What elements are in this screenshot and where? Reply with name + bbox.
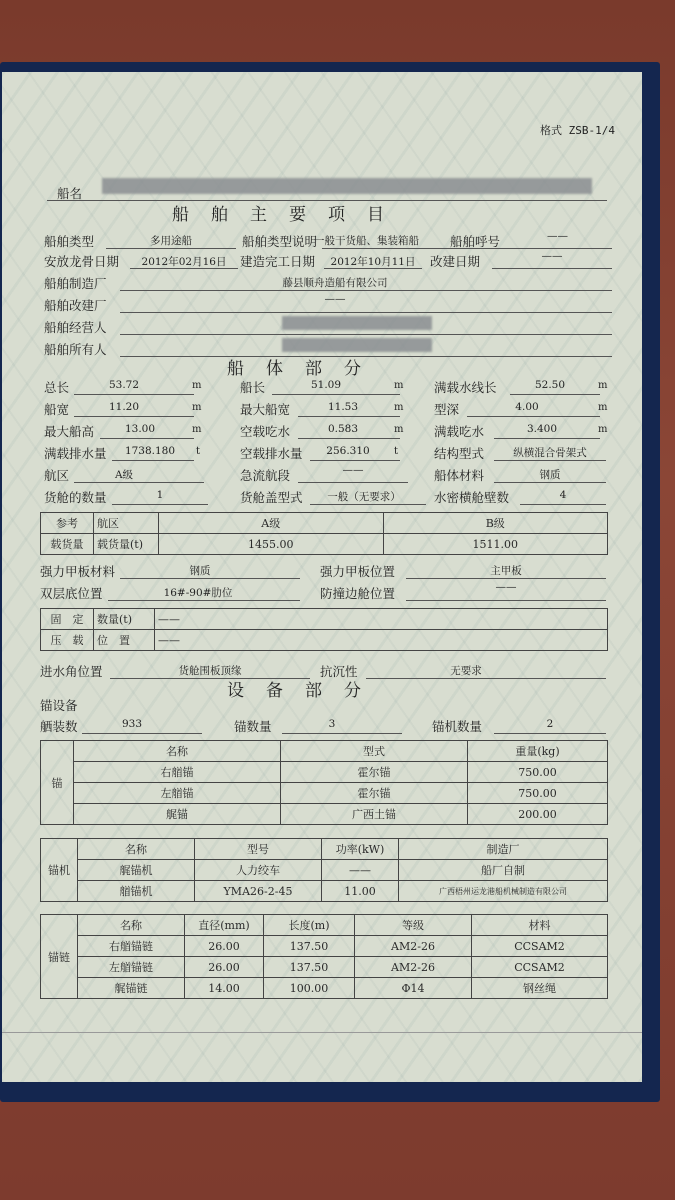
- deck-material-line: [120, 578, 300, 579]
- double-bottom-line: [108, 600, 300, 601]
- holds-line: [112, 504, 208, 505]
- lwl-unit: m: [598, 380, 608, 391]
- chain-diameter-header: 直径(mm): [185, 915, 264, 936]
- deck-position-value: 主甲板: [490, 565, 522, 577]
- full-draft-unit: m: [598, 424, 608, 435]
- redacted-owner: [282, 338, 432, 352]
- document-sheet: [2, 72, 642, 1082]
- max-height-label: 最大船高: [44, 424, 95, 439]
- ballast-load-label: 压 载: [41, 630, 94, 651]
- windlass-name: 艉锚机: [78, 860, 195, 881]
- double-bottom-value: 16#-90#肋位: [163, 587, 233, 599]
- operator-line: [120, 334, 612, 335]
- depth-unit: m: [598, 402, 608, 413]
- light-draft-value: 0.583: [327, 423, 359, 435]
- cargo-area-header: 航区: [94, 513, 159, 534]
- windlass-maker-header: 制造厂: [399, 839, 608, 860]
- hull-material-line: [494, 482, 606, 483]
- format-code: 格式 ZSB-1/4: [540, 124, 615, 137]
- builder-line: [120, 290, 612, 291]
- max-height-value: 13.00: [124, 423, 156, 435]
- full-disp-unit: t: [196, 446, 201, 457]
- hull-material-value: 钢质: [539, 469, 561, 481]
- anchor-weight: 200.00: [468, 804, 608, 825]
- rebuilder-value: ——: [324, 293, 346, 305]
- holds-label: 货舱的数量: [44, 490, 107, 505]
- max-breadth-unit: m: [394, 402, 404, 413]
- chain-name: 艉锚链: [78, 978, 185, 999]
- grade-a-load: 1455.00: [159, 534, 384, 555]
- loa-line: [74, 394, 194, 395]
- rebuild-date-line: [492, 268, 612, 269]
- windlass-model: YMA26-2-45: [195, 881, 322, 902]
- depth-line: [467, 416, 600, 417]
- hatch-line: [310, 504, 426, 505]
- complete-date-value: 2012年10月11日: [330, 256, 416, 268]
- main-title: 船舶主要项目: [172, 205, 406, 225]
- sink-label: 抗沉性: [320, 664, 358, 679]
- lwl-label: 满载水线长: [434, 380, 497, 395]
- structure-label: 结构型式: [434, 446, 485, 461]
- windlass-qty-label: 锚机数量: [432, 719, 483, 734]
- builder-label: 船舶制造厂: [44, 276, 107, 291]
- ballast-table: [40, 608, 608, 651]
- bulkheads-label: 水密横舱壁数: [434, 490, 510, 505]
- collision-line: [406, 600, 606, 601]
- anchor-type: 霍尔锚: [281, 762, 468, 783]
- holds-value: 1: [156, 489, 164, 501]
- grade-a-header: A级: [159, 513, 384, 534]
- max-breadth-value: 11.53: [327, 401, 359, 413]
- ballast-qty-header: 数量(t): [94, 609, 155, 630]
- lbp-value: 51.09: [310, 379, 342, 391]
- light-disp-unit: t: [394, 446, 399, 457]
- full-draft-line: [494, 438, 600, 439]
- light-disp-line: [310, 460, 400, 461]
- anchor-name: 左艏锚: [74, 783, 281, 804]
- anchor-type-header: 型式: [281, 741, 468, 762]
- chain-name: 左艏锚链: [78, 957, 185, 978]
- max-breadth-label: 最大船宽: [240, 402, 291, 417]
- table-row: [41, 936, 608, 957]
- breadth-line: [74, 416, 194, 417]
- collision-value: ——: [495, 581, 517, 593]
- ship-type-label: 船舶类型: [44, 234, 95, 249]
- flood-value: 货舱围板顶缘: [178, 665, 242, 677]
- anchor-name-header: 名称: [74, 741, 281, 762]
- full-draft-value: 3.400: [526, 423, 558, 435]
- anchor-side-label: 锚: [41, 741, 74, 825]
- rapids-value: ——: [342, 464, 364, 476]
- redacted-operator: [282, 316, 432, 330]
- breadth-label: 船宽: [44, 402, 70, 417]
- anchor-weight: 750.00: [468, 762, 608, 783]
- anchor-name: 右艏锚: [74, 762, 281, 783]
- nav-area-value: A级: [114, 469, 134, 481]
- ship-name-label: 船名: [57, 186, 83, 201]
- anchor-qty-value: 3: [328, 718, 336, 730]
- chain-diameter: 26.00: [185, 957, 264, 978]
- equip-number-value: 933: [121, 718, 143, 730]
- owner-label: 船舶所有人: [44, 342, 107, 357]
- chain-length: 100.00: [264, 978, 355, 999]
- windlass-name-header: 名称: [78, 839, 195, 860]
- complete-date-label: 建造完工日期: [240, 254, 316, 269]
- flood-label: 进水角位置: [40, 664, 103, 679]
- windlass-maker: 广西梧州运龙港船机械制造有限公司: [399, 881, 608, 902]
- table-row: [41, 978, 608, 999]
- hatch-value: 一般（无要求）: [327, 491, 401, 503]
- windlass-side-label: 锚机: [41, 839, 78, 902]
- anchor-weight-header: 重量(kg): [468, 741, 608, 762]
- full-disp-value: 1738.180: [124, 445, 176, 457]
- rebuilder-label: 船舶改建厂: [44, 298, 107, 313]
- grade-b-header: B级: [383, 513, 608, 534]
- windlass-name: 艏锚机: [78, 881, 195, 902]
- lwl-value: 52.50: [534, 379, 566, 391]
- chain-length: 137.50: [264, 957, 355, 978]
- windlass-maker: 船厂自制: [399, 860, 608, 881]
- nav-area-label: 航区: [44, 468, 70, 483]
- rapids-line: [298, 482, 408, 483]
- table-row: [41, 762, 608, 783]
- operator-label: 船舶经营人: [44, 320, 107, 335]
- equip-number-line: [82, 733, 202, 734]
- light-disp-label: 空载排水量: [240, 446, 303, 461]
- deck-material-label: 强力甲板材料: [40, 564, 116, 579]
- hatch-label: 货舱盖型式: [240, 490, 303, 505]
- full-disp-label: 满载排水量: [44, 446, 107, 461]
- loa-value: 53.72: [108, 379, 140, 391]
- lbp-label: 船长: [240, 380, 266, 395]
- ballast-pos-value: ——: [155, 630, 608, 651]
- redacted-ship-name: [102, 178, 592, 194]
- windlass-model-header: 型号: [195, 839, 322, 860]
- chain-grade: AM2-26: [355, 957, 472, 978]
- windlass-power: 11.00: [322, 881, 399, 902]
- chain-grade: Φ14: [355, 978, 472, 999]
- grade-b-load: 1511.00: [383, 534, 608, 555]
- chain-material-header: 材料: [472, 915, 608, 936]
- bottom-fold-line: [2, 1032, 642, 1033]
- anchor-table: [40, 740, 608, 825]
- anchor-section-label: 锚设备: [40, 698, 78, 713]
- table-row: [41, 804, 608, 825]
- deck-position-label: 强力甲板位置: [320, 564, 396, 579]
- ballast-qty-value: ——: [155, 609, 608, 630]
- chain-side-label: 锚链: [41, 915, 78, 999]
- form-page: [2, 72, 642, 1082]
- windlass-qty-line: [494, 733, 606, 734]
- light-draft-label: 空载吃水: [240, 424, 291, 439]
- windlass-table: [40, 838, 608, 902]
- chain-grade: AM2-26: [355, 936, 472, 957]
- nav-area-line: [74, 482, 204, 483]
- chain-diameter: 14.00: [185, 978, 264, 999]
- lbp-line: [272, 394, 400, 395]
- table-row: [41, 860, 608, 881]
- ship-type-line: [106, 248, 236, 249]
- anchor-weight: 750.00: [468, 783, 608, 804]
- light-draft-line: [298, 438, 400, 439]
- loa-unit: m: [192, 380, 202, 391]
- ref-label: 参考: [41, 513, 94, 534]
- chain-diameter: 26.00: [185, 936, 264, 957]
- lwl-line: [510, 394, 600, 395]
- ref-load-label: 载货量: [41, 534, 94, 555]
- anchor-qty-label: 锚数量: [234, 719, 272, 734]
- chain-material: CCSAM2: [472, 936, 608, 957]
- bulkheads-line: [520, 504, 606, 505]
- windlass-model: 人力绞车: [195, 860, 322, 881]
- table-row: [41, 783, 608, 804]
- bulkheads-value: 4: [559, 489, 567, 501]
- anchor-chain-table: [40, 914, 608, 999]
- rapids-label: 急流航段: [240, 468, 291, 483]
- chain-material: 钢丝绳: [472, 978, 608, 999]
- breadth-unit: m: [192, 402, 202, 413]
- cargo-load-header: 载货量(t): [94, 534, 159, 555]
- chain-grade-header: 等级: [355, 915, 472, 936]
- ship-type-value: 多用途船: [150, 235, 192, 247]
- loa-label: 总长: [44, 380, 70, 395]
- cargo-load-table: [40, 512, 608, 555]
- type-desc-label: 船舶类型说明: [242, 234, 318, 249]
- full-draft-label: 满载吃水: [434, 424, 485, 439]
- depth-label: 型深: [434, 402, 460, 417]
- structure-value: 纵横混合骨架式: [513, 447, 587, 459]
- call-sign-label: 船舶呼号: [450, 234, 501, 249]
- ballast-pos-header: 位 置: [94, 630, 155, 651]
- type-desc-value: 一般干货船、集装箱船: [314, 235, 419, 247]
- breadth-value: 11.20: [108, 401, 140, 413]
- rebuilder-line: [120, 312, 612, 313]
- hull-title: 船体部分: [227, 359, 383, 379]
- table-row: [41, 881, 608, 902]
- equipment-title: 设备部分: [227, 681, 383, 701]
- hull-material-label: 船体材料: [434, 468, 485, 483]
- rebuild-date-value: ——: [541, 250, 563, 262]
- chain-length: 137.50: [264, 936, 355, 957]
- lbp-unit: m: [394, 380, 404, 391]
- anchor-qty-line: [282, 733, 402, 734]
- keel-date-value: 2012年02月16日: [141, 256, 227, 268]
- anchor-type: 广西土锚: [281, 804, 468, 825]
- anchor-name: 艉锚: [74, 804, 281, 825]
- max-height-line: [100, 438, 194, 439]
- chain-material: CCSAM2: [472, 957, 608, 978]
- collision-label: 防撞边舱位置: [320, 586, 396, 601]
- ballast-fixed-label: 固 定: [41, 609, 94, 630]
- table-row: [41, 957, 608, 978]
- windlass-qty-value: 2: [546, 718, 554, 730]
- deck-position-line: [406, 578, 606, 579]
- builder-value: 藤县顺舟造船有限公司: [282, 277, 388, 289]
- max-height-unit: m: [192, 424, 202, 435]
- keel-date-label: 安放龙骨日期: [44, 254, 120, 269]
- depth-value: 4.00: [515, 401, 539, 413]
- chain-name: 右艏锚链: [78, 936, 185, 957]
- full-disp-line: [112, 460, 194, 461]
- deck-material-value: 钢质: [189, 565, 211, 577]
- light-draft-unit: m: [394, 424, 404, 435]
- sink-line: [366, 678, 606, 679]
- equip-number-label: 舾装数: [40, 719, 78, 734]
- windlass-power-header: 功率(kW): [322, 839, 399, 860]
- windlass-power: ——: [322, 860, 399, 881]
- structure-line: [494, 460, 606, 461]
- anchor-type: 霍尔锚: [281, 783, 468, 804]
- double-bottom-label: 双层底位置: [40, 586, 103, 601]
- light-disp-value: 256.310: [326, 445, 370, 457]
- max-breadth-line: [298, 416, 400, 417]
- rebuild-date-label: 改建日期: [430, 254, 481, 269]
- chain-name-header: 名称: [78, 915, 185, 936]
- call-sign-value: ——: [547, 230, 568, 242]
- sink-value: 无要求: [450, 665, 482, 677]
- chain-length-header: 长度(m): [264, 915, 355, 936]
